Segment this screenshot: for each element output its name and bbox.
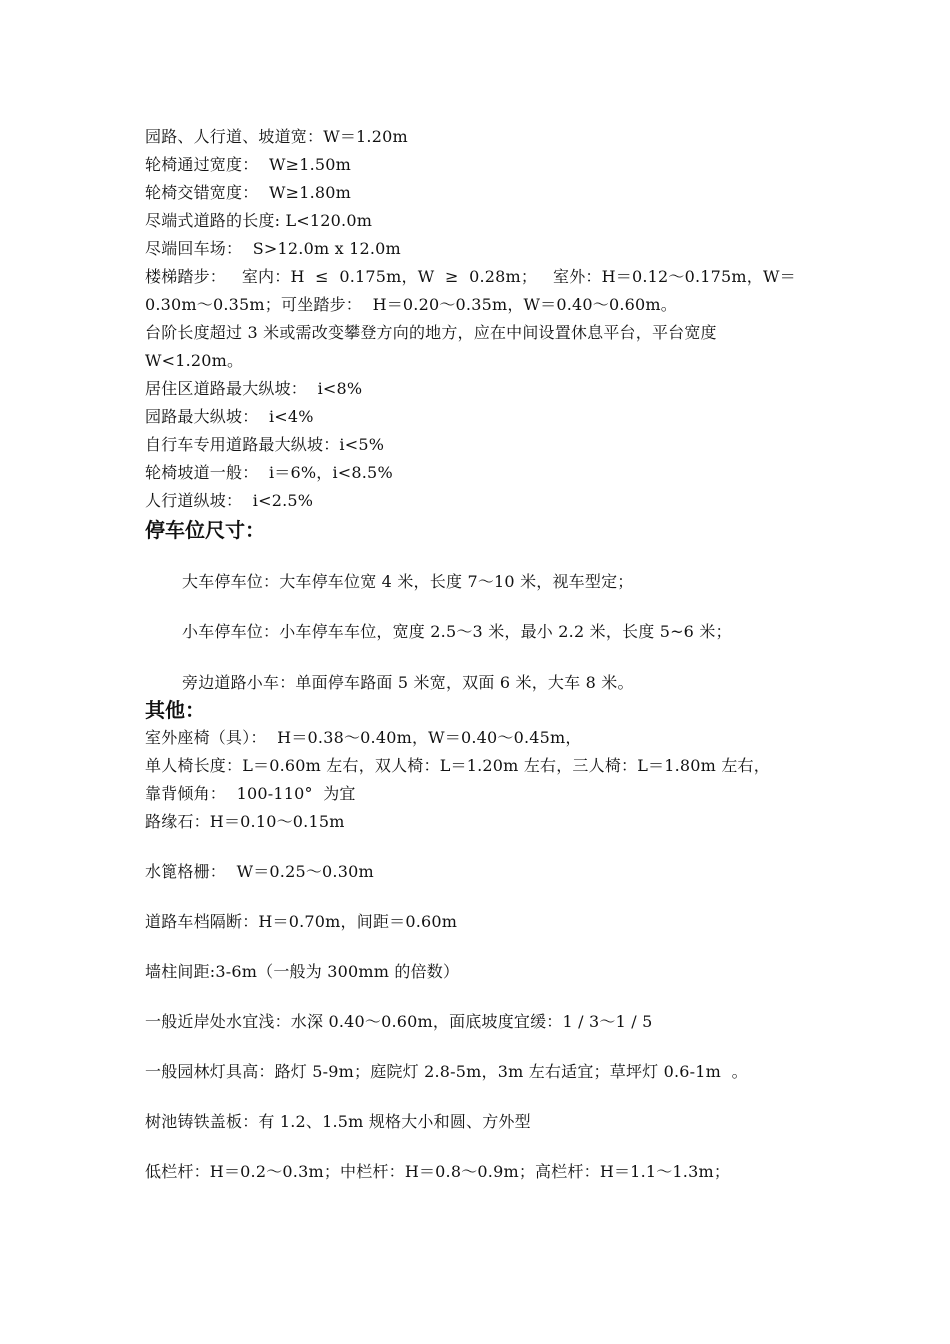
text-line: 道路车档隔断：H＝0.70m，间距＝0.60m — [145, 912, 458, 931]
text-line: 一般园林灯具高：路灯 5-9m；庭院灯 2.8-5m，3m 左右适宜；草坪灯 0.6-1m 。 — [145, 1062, 748, 1081]
text-line: 园路最大纵坡： i<4% — [145, 407, 314, 426]
text-line: 自行车专用道路最大纵坡：i<5% — [145, 435, 385, 454]
text-line: 路缘石：H＝0.10～0.15m — [145, 812, 345, 831]
text-line: 尽端回车场： S>12.0m x 12.0m — [145, 239, 401, 258]
text-line: 室外座椅（具）： H＝0.38～0.40m，W＝0.40～0.45m， — [145, 728, 582, 747]
text-line: 一般近岸处水宜浅：水深 0.40～0.60m，面底坡度宜缓：1 / 3～1 / 5 — [145, 1012, 653, 1031]
text-line: 旁边道路小车：单面停车路面 5 米宽，双面 6 米，大车 8 米。 — [182, 673, 634, 692]
text-line: 单人椅长度：L＝0.60m 左右，双人椅：L＝1.20m 左右，三人椅：L＝1.80m 左右， — [145, 756, 770, 775]
text-line: 树池铸铁盖板：有 1.2、1.5m 规格大小和圆、方外型 — [145, 1112, 531, 1131]
text-line: 楼梯踏步： 室内：H ≤ 0.175m，W ≥ 0.28m； 室外：H＝0.12～0.175m，W＝ — [145, 267, 796, 286]
text-line: 低栏杆：H＝0.2～0.3m；中栏杆：H＝0.8～0.9m；高栏杆：H＝1.1～1.3m； — [145, 1162, 731, 1181]
text-line: 轮椅坡道一般： i＝6%，i<8.5% — [145, 463, 393, 482]
text-line: 台阶长度超过 3 米或需改变攀登方向的地方，应在中间设置休息平台，平台宽度 — [145, 323, 717, 342]
text-line: 居住区道路最大纵坡： i<8% — [145, 379, 363, 398]
section-heading-other: 其他： — [145, 698, 205, 722]
text-line: 轮椅交错宽度： W≥1.80m — [145, 183, 352, 202]
text-line: 墙柱间距:3-6m（一般为 300mm 的倍数） — [145, 962, 460, 981]
text-line: 园路、人行道、坡道宽：W＝1.20m — [145, 127, 408, 146]
text-line: 水篦格栅： W＝0.25～0.30m — [145, 862, 374, 881]
text-line: W<1.20m。 — [145, 351, 244, 370]
text-line: 人行道纵坡： i<2.5% — [145, 491, 314, 510]
text-line: 0.30m～0.35m；可坐踏步： H＝0.20～0.35m，W＝0.40～0.60m。 — [145, 295, 678, 314]
text-line: 靠背倾角： 100-110° 为宜 — [145, 784, 356, 803]
text-line: 大车停车位：大车停车位宽 4 米，长度 7～10 米，视车型定； — [182, 572, 634, 591]
section-heading-parking: 停车位尺寸： — [145, 518, 265, 542]
text-line: 小车停车位：小车停车车位，宽度 2.5～3 米，最小 2.2 米，长度 5~6 米； — [182, 622, 732, 641]
text-line: 尽端式道路的长度: L<120.0m — [145, 211, 373, 230]
text-line: 轮椅通过宽度： W≥1.50m — [145, 155, 352, 174]
